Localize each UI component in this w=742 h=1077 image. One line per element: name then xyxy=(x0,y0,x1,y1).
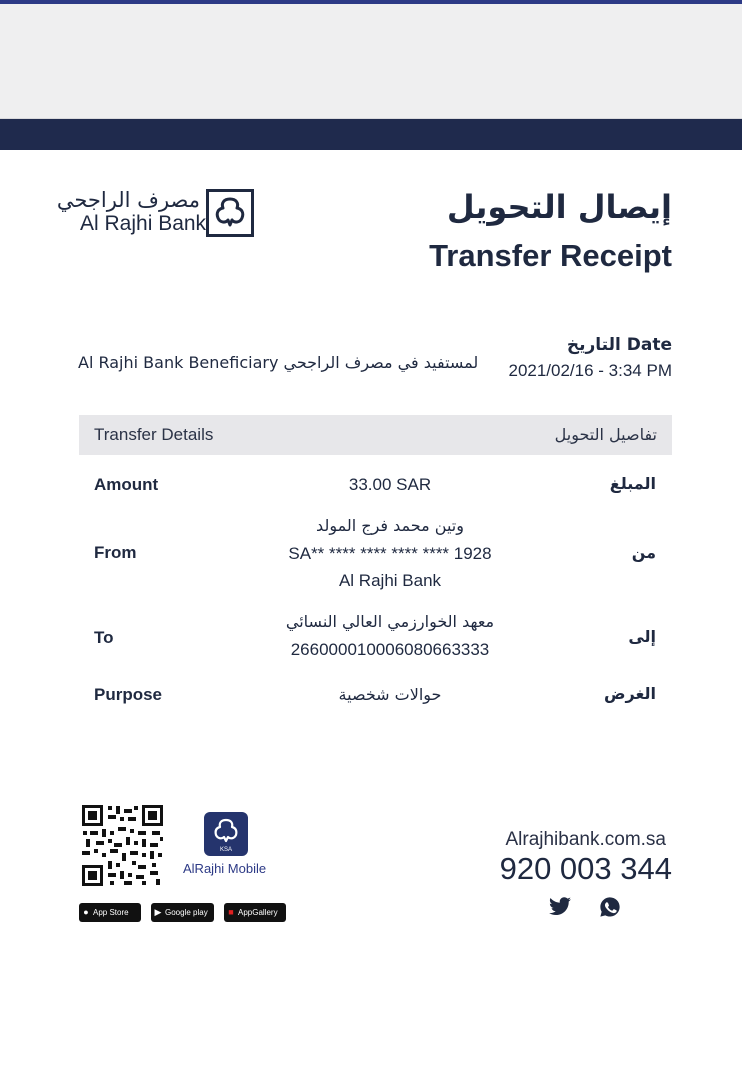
qr-code xyxy=(80,803,165,888)
amount-value: 33.00 SAR xyxy=(348,475,432,494)
google-play-badge[interactable] xyxy=(151,903,214,922)
from-bank: Al Rajhi Bank xyxy=(338,571,442,590)
details-header-en: Transfer Details xyxy=(94,425,214,444)
bank-logo xyxy=(56,188,258,238)
to-label-en: To xyxy=(94,628,114,647)
from-label-ar: من xyxy=(631,543,656,562)
purpose-label-en: Purpose xyxy=(94,685,163,704)
details-header-ar: تفاصيل التحويل xyxy=(554,425,657,444)
to-label-ar: إلى xyxy=(628,627,656,646)
google-play-label: Google play xyxy=(165,908,208,917)
phone-number[interactable]: 920 003 344 xyxy=(499,851,672,886)
amount-label-en: Amount xyxy=(94,475,159,494)
alrajhi-app-icon xyxy=(204,812,248,856)
date-label: التاريخ Date xyxy=(566,335,672,355)
header-band xyxy=(0,119,742,150)
al-rajhi-logo-icon xyxy=(206,189,254,237)
app-gallery-label: AppGallery xyxy=(238,908,278,917)
app-store-label: App Store xyxy=(93,908,129,917)
purpose-value: حوالات شخصية xyxy=(338,685,442,704)
apple-icon: ● xyxy=(83,907,89,917)
bank-name-en: Al Rajhi Bank xyxy=(80,212,207,235)
app-gallery-badge[interactable] xyxy=(224,903,286,922)
to-account: 266000010006080663333 xyxy=(290,640,490,659)
whatsapp-icon[interactable] xyxy=(598,896,622,918)
receipt-title-ar: إيصال التحويل xyxy=(446,188,672,226)
header-area xyxy=(0,4,742,119)
twitter-icon[interactable] xyxy=(548,896,572,918)
purpose-label-ar: الغرض xyxy=(604,684,656,703)
amount-label-ar: المبلغ xyxy=(609,474,656,493)
receipt-title-en: Transfer Receipt xyxy=(429,238,672,273)
bank-name-ar: مصرف الراجحي xyxy=(56,188,200,212)
date-value: 2021/02/16 - 3:34 PM xyxy=(508,361,672,380)
google-play-icon: ▶ xyxy=(154,907,162,917)
app-name: AlRajhi Mobile xyxy=(183,861,267,876)
from-name: وتين محمد فرج المولد xyxy=(316,516,464,535)
website-link[interactable]: Alrajhibank.com.sa xyxy=(505,829,666,850)
app-badge: KSA xyxy=(219,847,232,853)
huawei-icon: ■ xyxy=(228,907,234,917)
app-store-badge[interactable] xyxy=(79,903,141,922)
transfer-details-header xyxy=(79,415,672,455)
from-account: SA** **** **** **** **** 1928 xyxy=(288,544,492,563)
beneficiary-type: Al Rajhi Bank Beneficiary لمستفيد في مصرف الراجحي xyxy=(78,353,479,372)
to-name: معهد الخوارزمي العالي النسائي xyxy=(285,612,495,631)
from-label-en: From xyxy=(94,543,137,562)
